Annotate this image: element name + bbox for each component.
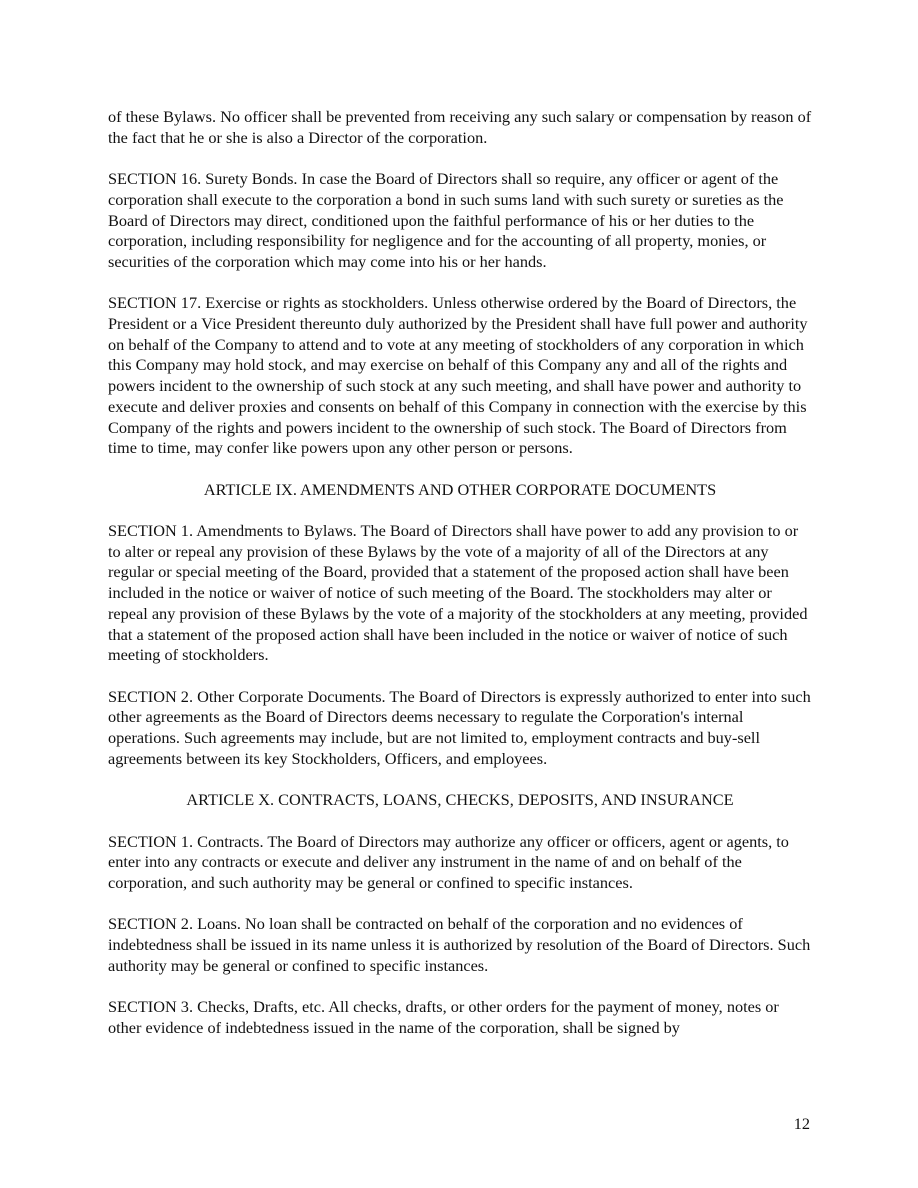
paragraph-section-1-contracts: SECTION 1. Contracts. The Board of Directors may authorize any officer or officers, agent or agents, to enter into any contracts or execute and deliver any instrument in the name of and on behalf of the corporation, and such authority may be general or confined to specific instances.	[108, 831, 789, 892]
paragraph-bylaws-continuation: of these Bylaws. No officer shall be prevented from receiving any such salary or compensation by reason of the fact that he or she is also a Director of the corporation.	[108, 107, 812, 147]
document-page	[108, 107, 812, 1059]
paragraph-section-2-corporate-documents: SECTION 2. Other Corporate Documents. The Board of Directors is expressly authorized to enter into such other agreements as the Board of Directors deems necessary to regulate the Corporation's internal operations. Such agreements may include, but are not limited to, employment contracts and buy-sell agreements between its key Stockholders, Officers, and employees.	[108, 686, 811, 768]
paragraph-section-16-surety-bonds: SECTION 16. Surety Bonds. In case the Board of Directors shall so require, any officer or agent of the corporation shall execute to the corporation a bond in such sums land with such surety or sureties as the Board of Directors may direct, conditioned upon the faithful performance of his or her duties to the corporation, including responsibility for negligence and for the accounting of all property, monies, or securities of the corporation which may come into his or her hands.	[108, 169, 784, 271]
paragraph-section-3-checks-drafts: SECTION 3. Checks, Drafts, etc. All checks, drafts, or other orders for the payment of money, notes or other evidence of indebtedness issued in the name of the corporation, shall be signed by	[108, 997, 779, 1037]
paragraph-section-1-amendments: SECTION 1. Amendments to Bylaws. The Board of Directors shall have power to add any provision to or to alter or repeal any provision of these Bylaws by the vote of a majority of all of the Directors at any regular or special meeting of the Board, provided that a statement of the proposed action shall have been included in the notice or waiver of notice of such meeting of the Board. The stockholders may alter or repeal any provision of these Bylaws by the vote of a majority of the stockholders at any meeting, provided that a statement of the proposed action shall have been included in the notice or waiver of notice of such meeting of stockholders.	[108, 521, 808, 665]
paragraph-section-17-stockholder-rights: SECTION 17. Exercise or rights as stockholders. Unless otherwise ordered by the Board of Directors, the President or a Vice President thereunto duly authorized by the President shall have full power and authority on behalf of the Company to attend and to vote at any meeting of stockholders of any corporation in which this Company may hold stock, and may exercise on behalf of this Company any and all of the rights and powers incident to the ownership of such stock at any such meeting, and shall have power and authority to execute and deliver proxies and consents on behalf of this Company in connection with the exercise by this Company of the rights and powers incident to the ownership of such stock. The Board of Directors from time to time, may confer like powers upon any other person or persons.	[108, 293, 808, 458]
paragraph-section-2-loans: SECTION 2. Loans. No loan shall be contracted on behalf of the corporation and no evidences of indebtedness shall be issued in its name unless it is authorized by resolution of the Board of Directors. Such authority may be general or confined to specific instances.	[108, 914, 811, 975]
page-number: 12	[793, 1114, 810, 1133]
heading-article-x: ARTICLE X. CONTRACTS, LOANS, CHECKS, DEPOSITS, AND INSURANCE	[186, 790, 734, 810]
heading-article-ix: ARTICLE IX. AMENDMENTS AND OTHER CORPORATE DOCUMENTS	[203, 479, 717, 499]
